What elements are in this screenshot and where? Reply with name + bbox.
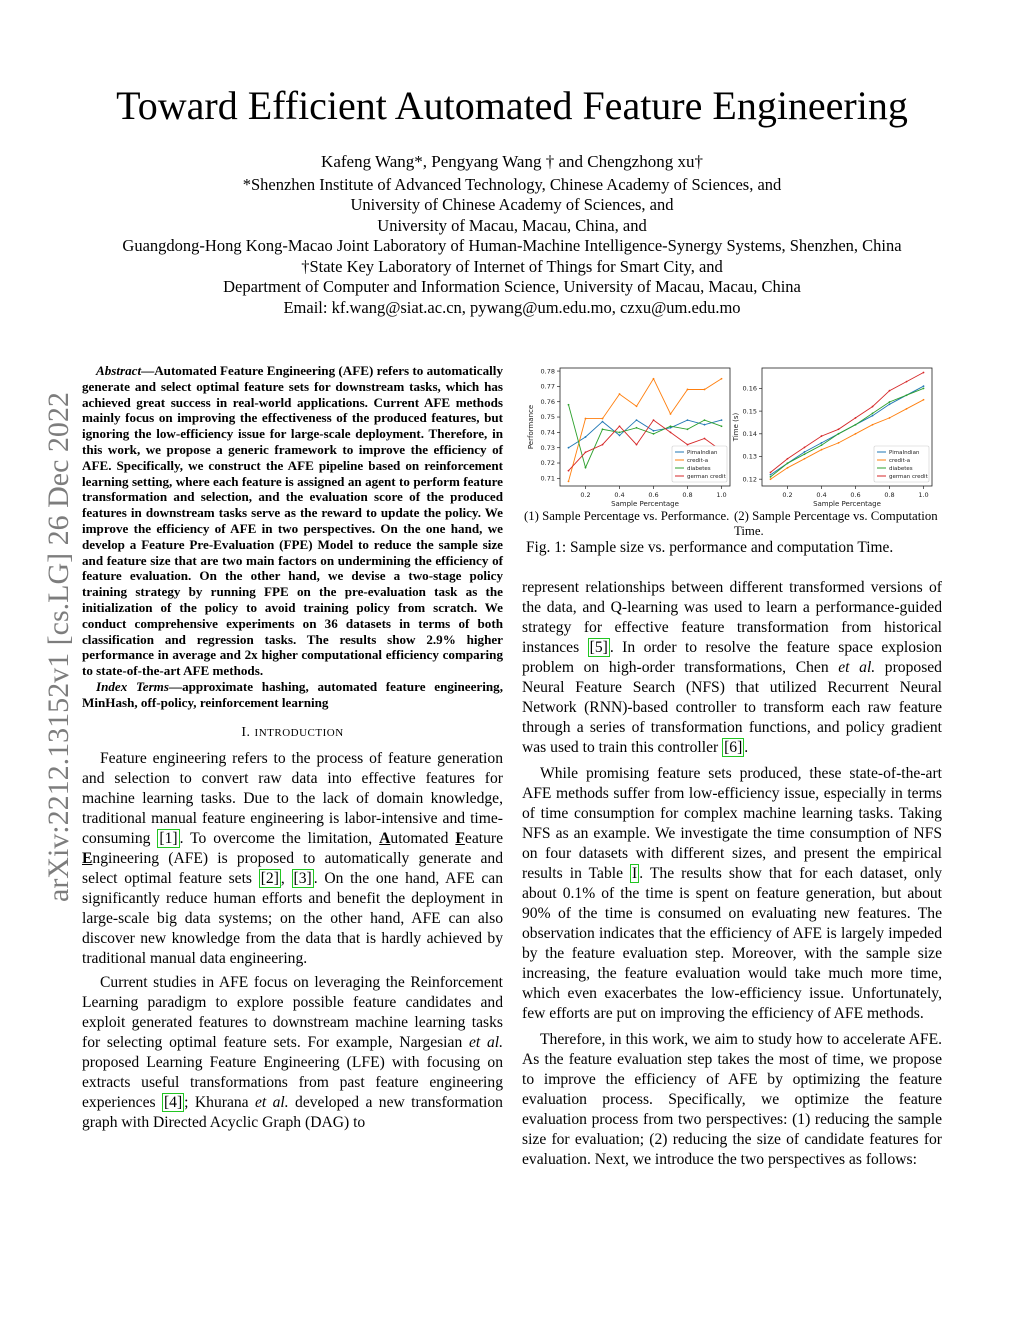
data-point: [787, 462, 789, 464]
data-point: [721, 419, 723, 421]
affiliation-line: *Shenzhen Institute of Advanced Technology, Chinese Academy of Sciences, and: [242, 174, 782, 194]
data-point: [687, 444, 689, 446]
y-tick-label: 0.71: [540, 474, 555, 483]
legend-label: diabetes: [889, 466, 913, 472]
y-tick-label: 0.75: [540, 413, 555, 422]
data-point: [721, 425, 723, 427]
computation-time-chart: [732, 368, 932, 508]
x-tick-label: 0.6: [648, 491, 659, 499]
data-point: [770, 476, 772, 478]
data-point: [838, 428, 840, 430]
data-point: [923, 388, 925, 390]
citation-link[interactable]: [2]: [260, 869, 279, 887]
data-point: [821, 435, 823, 437]
data-point: [585, 467, 587, 469]
table-link[interactable]: I: [632, 865, 638, 882]
data-point: [602, 418, 604, 420]
data-point: [704, 389, 706, 391]
y-axis-label: Time (s): [732, 412, 740, 442]
y-tick-label: 0.77: [540, 382, 555, 391]
body-paragraph: While promising feature sets produced, these state-of-the-art AFE methods suffer from low-efficiency issue, especially in terms of time consumption for complex machine learning tasks. Taking NFS as an example. We investigate the time consumption of NFS on four datasets with different sizes, and present the empirical results in Table I . The results show that for each dataset, only about 0.1% of the time is spent on feature generation, but about 90% of the time is consumed on evaluating new features. The observation indicates that the efficiency of AFE is largely impeded by the feature evaluation step. Moreover, with the sample size increasing, the feature evaluation would take much more time, which even exacerbates the low-efficiency issue. Unfortunately, few efforts are put on improving the efficiency of AFE methods.: [522, 765, 942, 1022]
section-number: I.: [241, 724, 251, 740]
y-tick-label: 0.72: [540, 459, 555, 468]
legend-label: german credit: [889, 474, 928, 480]
data-point: [906, 381, 908, 383]
affiliation-line: †State Key Laboratory of Internet of Things for Smart City, and: [301, 256, 723, 276]
data-point: [872, 415, 874, 417]
data-point: [804, 451, 806, 453]
data-point: [838, 442, 840, 444]
data-point: [923, 385, 925, 387]
x-tick-label: 0.8: [682, 491, 693, 499]
data-point: [872, 412, 874, 414]
data-point: [872, 424, 874, 426]
y-tick-label: 0.14: [742, 430, 757, 439]
data-point: [619, 425, 621, 427]
data-point: [804, 458, 806, 460]
data-point: [770, 471, 772, 473]
series-line: [569, 420, 722, 448]
acronym-letter: F: [455, 829, 465, 847]
legend-label: PimaIndian: [889, 450, 920, 456]
data-point: [704, 438, 706, 440]
data-point: [687, 428, 689, 430]
y-tick-label: 0.74: [540, 428, 555, 437]
data-point: [804, 453, 806, 455]
y-tick-label: 0.15: [742, 407, 757, 416]
data-point: [821, 449, 823, 451]
x-tick-label: 0.4: [614, 491, 625, 499]
abstract: [82, 363, 503, 711]
legend-label: credit-a: [889, 458, 911, 464]
affiliation-line: University of Macau, Macau, China, and: [377, 215, 647, 235]
data-point: [821, 442, 823, 444]
y-tick-label: 0.78: [540, 367, 555, 376]
citation-link[interactable]: [1]: [159, 829, 178, 847]
author-emails: Email: kf.wang@siat.ac.cn, pywang@um.edu.mo, czxu@um.edu.mo: [283, 297, 741, 317]
data-point: [838, 433, 840, 435]
subfigure-caption-1: (1) Sample Percentage vs. Performance.: [524, 509, 730, 523]
affiliation-line: Guangdong-Hong Kong-Macao Joint Laboratory of Human-Machine Intelligence-Synergy Systems, Shenzhen, China: [122, 236, 902, 255]
abstract-text: —Automated Feature Engineering (AFE) refers to automatically generate and select optimal feature sets for downstream tasks, which has achieved great success in real-world applications. Current AFE methods mainly focus on improving the effectiveness of the produced features, but ignoring the low-efficiency issue for large-scale deployment. Therefore, in this work, we propose a generic framework to improve the efficiency of AFE. Specifically, we construct the AFE pipeline based on reinforcement learning setting, where each feature is assigned an agent to perform feature transformation and selection, and the evaluation score of the produced features in downstream tasks serve as the reward to update the policy. We improve the efficiency of AFE in two perspectives. On the one hand, we develop a Feature Pre-Evaluation (FPE) Model to reduce the sample size and feature size that are two main factors on undermining the efficiency of feature evaluation. On the other hand, we devise a two-stage policy training strategy by running FPE on the pre-evaluation task as the initialization of the policy to avoid training policy from scratch. We conduct comprehensive experiments on 36 datasets in terms of both classification and regression tasks. The results show 2.9% higher performance in average and 2x higher computational efficiency comparing to state-of-the-art AFE methods.: [82, 363, 503, 679]
data-point: [704, 419, 706, 421]
acronym-letter: E: [82, 849, 93, 867]
abstract-label: Abstract: [96, 363, 142, 378]
body-paragraph: Therefore, in this work, we aim to study how to accelerate AFE. As the feature evaluation step takes the most of time, we propose to improve the efficiency of AFE by optimizing the feature evaluation process. Specifically, we optimize the feature evaluation process from two perspectives: (1) reducing the sample size for evaluation; (2) reducing the size of candidate features for evaluation. Next, we introduce the two perspectives as follows:: [522, 1031, 942, 1168]
data-point: [636, 405, 638, 407]
data-point: [636, 444, 638, 446]
body-paragraph: represent relationships between different transformed versions of the data, and Q-learning was used to learn a performance-guided strategy for effective feature transformation from historical instances [5] . In order to resolve the feature space explosion problem on high-order transformations, Chen et al. proposed Neural Feature Search (NFS) that utilized Recurrent Neural Network (RNN)-based controller to transform each raw feature through a series of transformation functions, and policy gradient was used to train this controller [6] .: [522, 579, 943, 756]
legend-label: german credit: [687, 474, 726, 480]
data-point: [585, 436, 587, 438]
y-axis-label: Performance: [527, 404, 535, 450]
section-title: INTRODUCTION: [254, 726, 344, 739]
index-terms-label: Index Terms: [96, 678, 169, 694]
data-point: [585, 451, 587, 453]
data-point: [670, 425, 672, 427]
data-point: [568, 470, 570, 472]
data-point: [721, 378, 723, 380]
data-point: [872, 406, 874, 408]
affiliation-line: Department of Computer and Information Science, University of Macau, Macau, China: [223, 277, 801, 296]
data-point: [602, 421, 604, 423]
x-tick-label: 0.4: [816, 491, 827, 499]
data-point: [889, 401, 891, 403]
data-point: [636, 427, 638, 429]
data-point: [619, 393, 621, 395]
data-point: [906, 408, 908, 410]
data-point: [923, 399, 925, 401]
legend-label: PimaIndian: [687, 450, 718, 456]
data-point: [653, 378, 655, 380]
data-point: [906, 394, 908, 396]
data-point: [770, 474, 772, 476]
subfigure-caption-2: (2) Sample Percentage vs. Computation Time.: [734, 509, 938, 538]
data-point: [568, 481, 570, 483]
data-point: [855, 424, 857, 426]
acronym-letter: A: [379, 829, 391, 847]
y-tick-label: 0.16: [742, 384, 757, 393]
data-point: [804, 447, 806, 449]
x-axis-label: Sample Percentage: [813, 500, 881, 508]
data-point: [889, 403, 891, 405]
x-tick-label: 0.2: [782, 491, 793, 499]
data-point: [889, 390, 891, 392]
data-point: [770, 478, 772, 480]
data-point: [568, 404, 570, 406]
y-tick-label: 0.12: [742, 475, 757, 484]
data-point: [687, 419, 689, 421]
section-heading: [82, 725, 503, 741]
data-point: [855, 417, 857, 419]
x-tick-label: 0.8: [884, 491, 895, 499]
y-tick-label: 0.73: [540, 443, 555, 452]
y-tick-label: 0.13: [742, 452, 757, 461]
performance-chart: [527, 367, 730, 508]
data-point: [619, 435, 621, 437]
data-point: [704, 424, 706, 426]
x-tick-label: 1.0: [716, 491, 727, 499]
data-point: [568, 447, 570, 449]
arxiv-stamp: arXiv:2212.13152v1 [cs.LG] 26 Dec 2022: [42, 392, 75, 902]
citation-link[interactable]: [4]: [163, 1093, 183, 1111]
data-point: [670, 427, 672, 429]
index-terms-text: —approximate hashing, automated feature engineering, MinHash, off-policy, reinforcement learning: [82, 678, 503, 710]
intro-paragraph: Feature engineering refers to the process of feature generation and selection to convert raw data into effective features for machine learning tasks. Due to the lack of domain knowledge, traditional manual feature engineering is labor-intensive and time-consuming [1] . To overcome the limitation, Automated Feature Engineering (AFE) is proposed to automatically generate and select optimal feature sets [2] , [3] . On the one hand, AFE can significantly reduce human efforts and benefit the deployment in large-scale big data systems; on the other hand, AFE can also discover new knowledge from the data that is hardly achieved by traditional manual data engineering.: [82, 749, 503, 967]
affiliation-line: University of Chinese Academy of Sciences, and: [350, 195, 674, 214]
author-names: Kafeng Wang*, Pengyang Wang † and Chengzhong xu†: [321, 152, 703, 171]
data-point: [602, 444, 604, 446]
citation-link[interactable]: [3]: [293, 869, 312, 887]
data-point: [602, 428, 604, 430]
data-point: [821, 444, 823, 446]
y-tick-label: 0.76: [540, 397, 555, 406]
data-point: [787, 458, 789, 460]
data-point: [585, 418, 587, 420]
x-axis-label: Sample Percentage: [611, 500, 679, 508]
x-tick-label: 0.6: [850, 491, 861, 499]
data-point: [787, 467, 789, 469]
paper-title: Toward Efficient Automated Feature Engineering: [116, 83, 908, 128]
intro-paragraph: Current studies in AFE focus on leveraging the Reinforcement Learning paradigm to explore possible feature candidates and exploit generated features to downstream machine learning tasks for selecting optimal feature sets. For example, Nargesian et al. proposed Learning Feature Engineering (LFE) with focusing on extracts useful transformations from past feature engineering experiences [4] ; Khurana et al. developed a new transformation graph with Directed Acyclic Graph (DAG) to: [82, 973, 503, 1131]
right-column: [522, 578, 942, 1174]
data-point: [687, 389, 689, 391]
author-block: [0, 152, 1024, 318]
data-point: [855, 433, 857, 435]
data-point: [636, 419, 638, 421]
figure-caption: Fig. 1: Sample size vs. performance and computation Time.: [526, 539, 894, 556]
legend-label: diabetes: [687, 466, 711, 472]
data-point: [653, 430, 655, 432]
x-tick-label: 0.2: [580, 491, 591, 499]
data-point: [653, 419, 655, 421]
data-point: [889, 417, 891, 419]
citation-link[interactable]: [6]: [724, 739, 743, 756]
data-point: [670, 413, 672, 415]
citation-link[interactable]: [5]: [589, 639, 608, 656]
data-point: [653, 433, 655, 435]
data-point: [619, 431, 621, 433]
legend-label: credit-a: [687, 458, 709, 464]
x-tick-label: 1.0: [918, 491, 929, 499]
data-point: [670, 431, 672, 433]
left-column: [82, 363, 503, 1137]
data-point: [923, 372, 925, 374]
